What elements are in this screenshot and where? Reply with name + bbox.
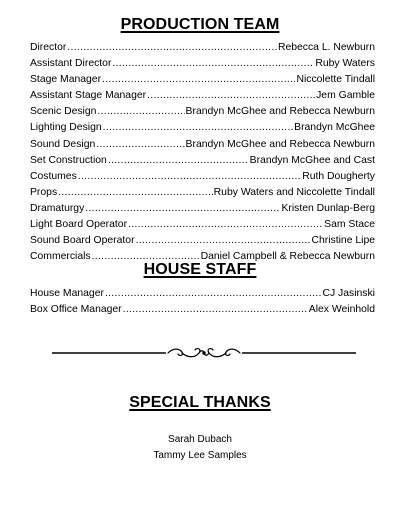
credit-name: Ruby Waters and Niccolette Tindall: [213, 186, 375, 198]
credit-row: [30, 137, 375, 153]
thanks-name: Tammy Lee Samples: [153, 450, 247, 461]
credit-row: [30, 286, 375, 302]
credit-row: [30, 153, 375, 169]
thanks-name: Sarah Dubach: [168, 434, 232, 445]
production-team-list: [30, 40, 375, 265]
production-team-title: PRODUCTION TEAM: [120, 16, 280, 33]
role-label: House Manager: [30, 288, 104, 299]
credit-name: Sam Stace: [324, 219, 375, 231]
house-staff-list: [30, 286, 375, 318]
credit-row: [30, 120, 375, 136]
credit-row: [30, 169, 375, 185]
credit-row: [30, 233, 375, 249]
credit-name: Ruth Dougherty: [302, 170, 375, 182]
dot-leader: [58, 185, 213, 201]
dot-leader: [96, 137, 184, 153]
credit-name: Brandyn McGhee and Cast: [249, 154, 375, 166]
credit-name: Daniel Campbell & Rebecca Newburn: [200, 251, 375, 263]
role-label: Dramaturgy: [30, 202, 85, 214]
role-label: Sound Board Operator: [30, 235, 135, 247]
dot-leader: [128, 217, 323, 233]
credit-row: [30, 72, 375, 88]
credit-name: Brandyn McGhee: [294, 122, 375, 134]
dot-leader: [78, 169, 301, 185]
dot-leader: [97, 104, 184, 120]
dot-leader: [85, 201, 280, 217]
dot-leader: [147, 88, 315, 104]
dot-leader: [123, 302, 308, 318]
role-label: Director: [30, 42, 67, 53]
special-thanks-title: SPECIAL THANKS: [129, 394, 271, 411]
house-staff-title: HOUSE STAFF: [143, 261, 257, 278]
role-label: Box Office Manager: [30, 304, 122, 316]
role-label: Stage Manager: [30, 74, 102, 86]
credit-name: CJ Jasinski: [322, 288, 375, 299]
credit-row: [30, 56, 375, 72]
role-label: Props: [30, 186, 58, 198]
credit-name: Jem Gamble: [316, 90, 375, 102]
dot-leader: [105, 286, 322, 302]
role-label: Scenic Design: [30, 106, 97, 118]
role-label: Sound Design: [30, 138, 96, 150]
role-label: Commercials: [30, 251, 91, 263]
dot-leader: [102, 72, 295, 88]
role-label: Assistant Stage Manager: [30, 90, 147, 102]
role-label: Lighting Design: [30, 122, 102, 134]
role-label: Costumes: [30, 170, 77, 182]
credit-row: [30, 185, 375, 201]
credit-row: [30, 302, 375, 318]
dot-leader: [103, 120, 294, 136]
dot-leader: [112, 56, 314, 72]
credit-name: Kristen Dunlap-Berg: [281, 202, 375, 214]
credit-row: [30, 88, 375, 104]
credit-row: [30, 217, 375, 233]
dot-leader: [136, 233, 311, 249]
credit-name: Alex Weinhold: [308, 304, 375, 316]
credit-name: Ruby Waters: [315, 58, 375, 70]
credit-name: Rebecca L. Newburn: [277, 42, 375, 53]
credit-name: Brandyn McGhee and Rebecca Newburn: [185, 138, 375, 150]
ornamental-divider: [52, 344, 356, 362]
credit-row: [30, 40, 375, 56]
role-label: Light Board Operator: [30, 219, 128, 231]
credit-name: Christine Lipe: [311, 235, 375, 247]
flourish-icon: [168, 349, 240, 357]
dot-leader: [108, 153, 249, 169]
credit-name: Brandyn McGhee and Rebecca Newburn: [185, 106, 375, 118]
role-label: Assistant Director: [30, 58, 112, 70]
credit-row: [30, 201, 375, 217]
credit-name: Niccolette Tindall: [296, 74, 375, 86]
dot-leader: [67, 40, 277, 56]
role-label: Set Construction: [30, 154, 107, 166]
credit-row: [30, 104, 375, 120]
